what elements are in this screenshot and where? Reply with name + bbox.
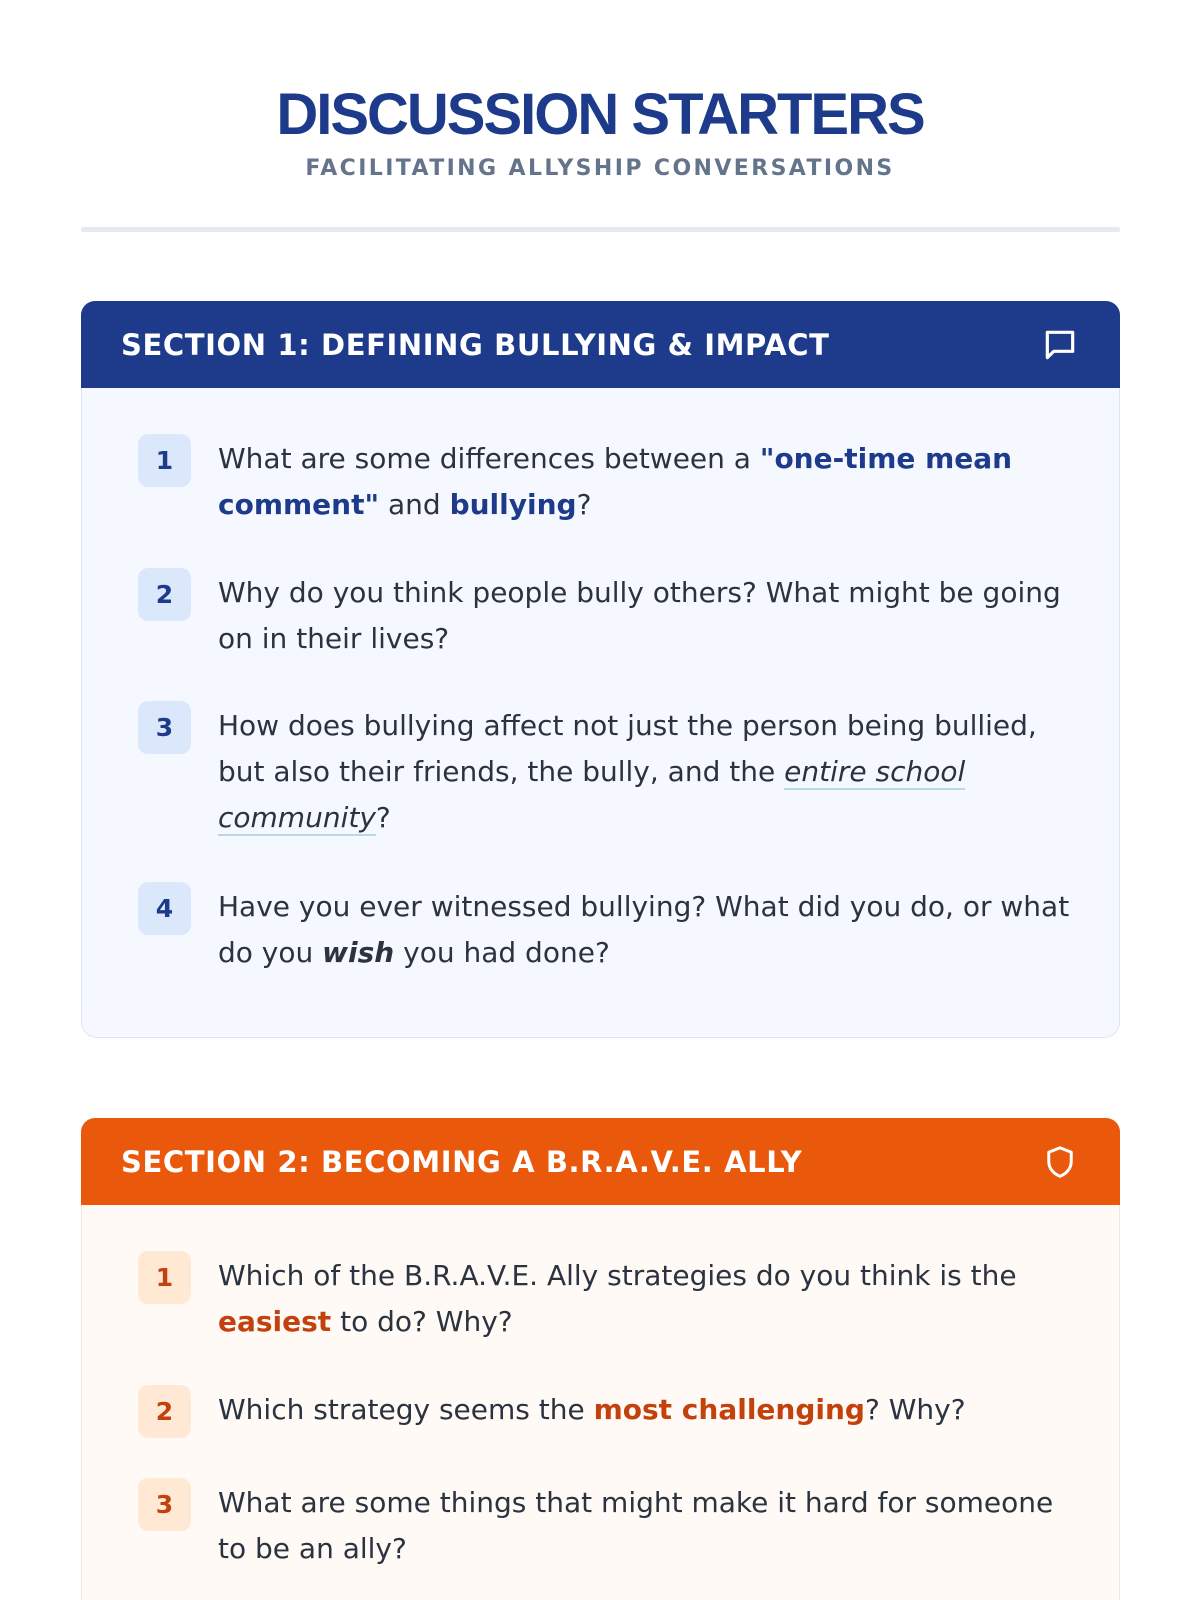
section-1-heading: SECTION 1: DEFINING BULLYING & IMPACT — [121, 327, 830, 362]
question-text: How does bullying affect not just the person being bullied, but also their friends, the bully, and the entire school community? — [218, 709, 1037, 834]
question-text: Why do you think people bully others? What might be going on in their lives? — [218, 576, 1061, 655]
page-subtitle: FACILITATING ALLYSHIP CONVERSATIONS — [305, 156, 895, 181]
shield-icon — [1040, 1142, 1080, 1182]
question-text: What are some differences between a "one-time mean comment" and bullying? — [218, 442, 1013, 521]
question-text: Have you ever witnessed bullying? What did you do, or what do you wish you had done? — [218, 890, 1070, 969]
question-number: 1 — [138, 1251, 191, 1304]
question-text: Which strategy seems the most challenging? Why? — [218, 1393, 966, 1426]
question-number: 3 — [138, 701, 191, 754]
question-number: 1 — [138, 434, 191, 487]
question-number: 3 — [138, 1478, 191, 1531]
chat-bubble-icon — [1040, 325, 1080, 365]
section-2-heading: SECTION 2: BECOMING A B.R.A.V.E. ALLY — [121, 1144, 803, 1179]
section-2-body — [81, 1205, 1120, 1600]
section-1-body — [81, 388, 1120, 1038]
header-divider — [81, 227, 1120, 232]
question-text: What are some things that might make it hard for someone to be an ally? — [218, 1486, 1054, 1565]
section-1-header — [81, 301, 1120, 388]
question-number: 2 — [138, 568, 191, 621]
section-2-header — [81, 1118, 1120, 1205]
question-text: Which of the B.R.A.V.E. Ally strategies do you think is the easiest to do? Why? — [218, 1259, 1017, 1338]
question-number: 4 — [138, 882, 191, 935]
question-number: 2 — [138, 1385, 191, 1438]
page-title: DISCUSSION STARTERS — [276, 82, 924, 147]
